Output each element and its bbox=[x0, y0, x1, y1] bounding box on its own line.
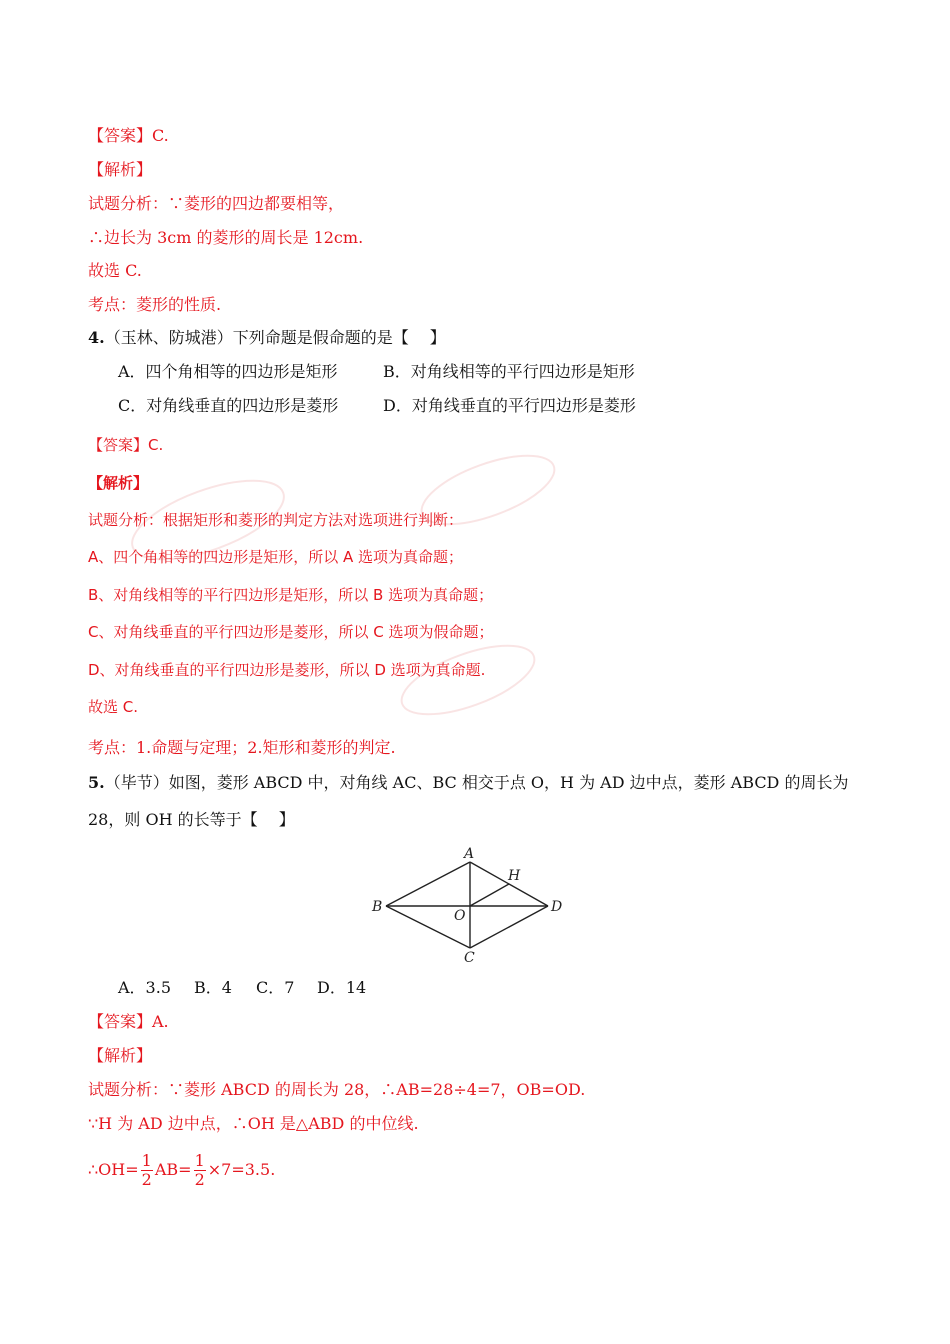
q5-analysis-line-2: ∵H 为 AD 边中点，∴OH 是△ABD 的中位线. bbox=[88, 1114, 419, 1133]
q4-choose: 故选 C. bbox=[88, 698, 139, 716]
q5-option-a: A．3.5 bbox=[118, 978, 172, 997]
q5-option-d: D．14 bbox=[317, 978, 367, 997]
q4-point: 考点：1.命题与定理；2.矩形和菱形的判定. bbox=[88, 738, 396, 757]
formula-suffix: ×7=3.5. bbox=[207, 1160, 276, 1179]
q5-answer: 【答案】A. bbox=[88, 1012, 169, 1031]
q4-number: 4. bbox=[88, 328, 105, 347]
q5-stem-line-1 bbox=[88, 772, 848, 794]
q5-analysis-label: 【解析】 bbox=[88, 1046, 153, 1065]
label-h: H bbox=[508, 868, 521, 884]
q4-stem-line bbox=[88, 327, 446, 349]
q3-analysis-label: 【解析】 bbox=[88, 160, 153, 179]
q5-number: 5. bbox=[88, 773, 105, 792]
label-b: B bbox=[372, 899, 383, 915]
q3-choose: 故选 C. bbox=[88, 261, 142, 280]
q3-point: 考点：菱形的性质. bbox=[88, 295, 222, 314]
q5-option-b: B．4 bbox=[194, 978, 232, 997]
frac1-numerator: 1 bbox=[141, 1151, 152, 1170]
q4-option-a: A．四个角相等的四边形是矩形 bbox=[118, 362, 338, 381]
q5-stem-line-2: 28，则 OH 的长等于【 】 bbox=[88, 810, 295, 829]
q3-analysis-line-2: ∴边长为 3cm 的菱形的周长是 12cm. bbox=[88, 228, 364, 247]
q5-option-c: C．7 bbox=[256, 978, 295, 997]
side-ab bbox=[386, 862, 470, 906]
q5-stem-1: （毕节）如图，菱形 ABCD 中，对角线 AC、BC 相交于点 O，H 为 AD 边中点，菱形 ABCD 的周长为 bbox=[104, 773, 849, 792]
q3-analysis-line-1: 试题分析：∵菱形的四边都要相等， bbox=[88, 194, 345, 213]
q4-option-d: D．对角线垂直的平行四边形是菱形 bbox=[383, 396, 636, 415]
q4-analysis-line-1: 试题分析：根据矩形和菱形的判定方法对选项进行判断： bbox=[88, 511, 464, 529]
rhombus-figure bbox=[368, 840, 578, 965]
q4-option-b: B．对角线相等的平行四边形是矩形 bbox=[383, 362, 635, 381]
label-o: O bbox=[454, 908, 466, 924]
formula-prefix: ∴OH= bbox=[88, 1160, 139, 1179]
label-d: D bbox=[551, 899, 563, 915]
q4-analysis-line-5: D、对角线垂直的平行四边形是菱形，所以 D 选项为真命题. bbox=[88, 661, 486, 679]
rhombus-diagram bbox=[368, 840, 578, 965]
q5-analysis-line-1: 试题分析：∵菱形 ABCD 的周长为 28，∴AB=28÷4=7，OB=OD. bbox=[88, 1080, 586, 1099]
frac2-numerator: 1 bbox=[194, 1151, 205, 1170]
q4-stem: （玉林、防城港）下列命题是假命题的是【 】 bbox=[104, 328, 446, 347]
frac1-denominator: 2 bbox=[141, 1170, 152, 1189]
q3-answer: 【答案】C. bbox=[88, 126, 169, 145]
q5-formula bbox=[88, 1152, 275, 1189]
q4-analysis-line-2: A、四个角相等的四边形是矩形，所以 A 选项为真命题； bbox=[88, 548, 464, 566]
q4-answer: 【答案】C. bbox=[88, 436, 164, 454]
side-cd bbox=[470, 906, 548, 948]
q4-analysis-label: 【解析】 bbox=[88, 474, 149, 492]
formula-middle: AB= bbox=[154, 1160, 192, 1179]
q4-analysis-line-3: B、对角线相等的平行四边形是矩形，所以 B 选项为真命题； bbox=[88, 586, 494, 604]
q4-option-c: C．对角线垂直的四边形是菱形 bbox=[118, 396, 339, 415]
label-c: C bbox=[464, 950, 475, 965]
label-a: A bbox=[464, 846, 475, 862]
segment-oh bbox=[470, 884, 509, 906]
frac2-denominator: 2 bbox=[194, 1170, 205, 1189]
fraction-one-half-1 bbox=[141, 1152, 153, 1189]
fraction-one-half-2 bbox=[194, 1152, 206, 1189]
q4-analysis-line-4: C、对角线垂直的平行四边形是菱形，所以 C 选项为假命题； bbox=[88, 623, 494, 641]
